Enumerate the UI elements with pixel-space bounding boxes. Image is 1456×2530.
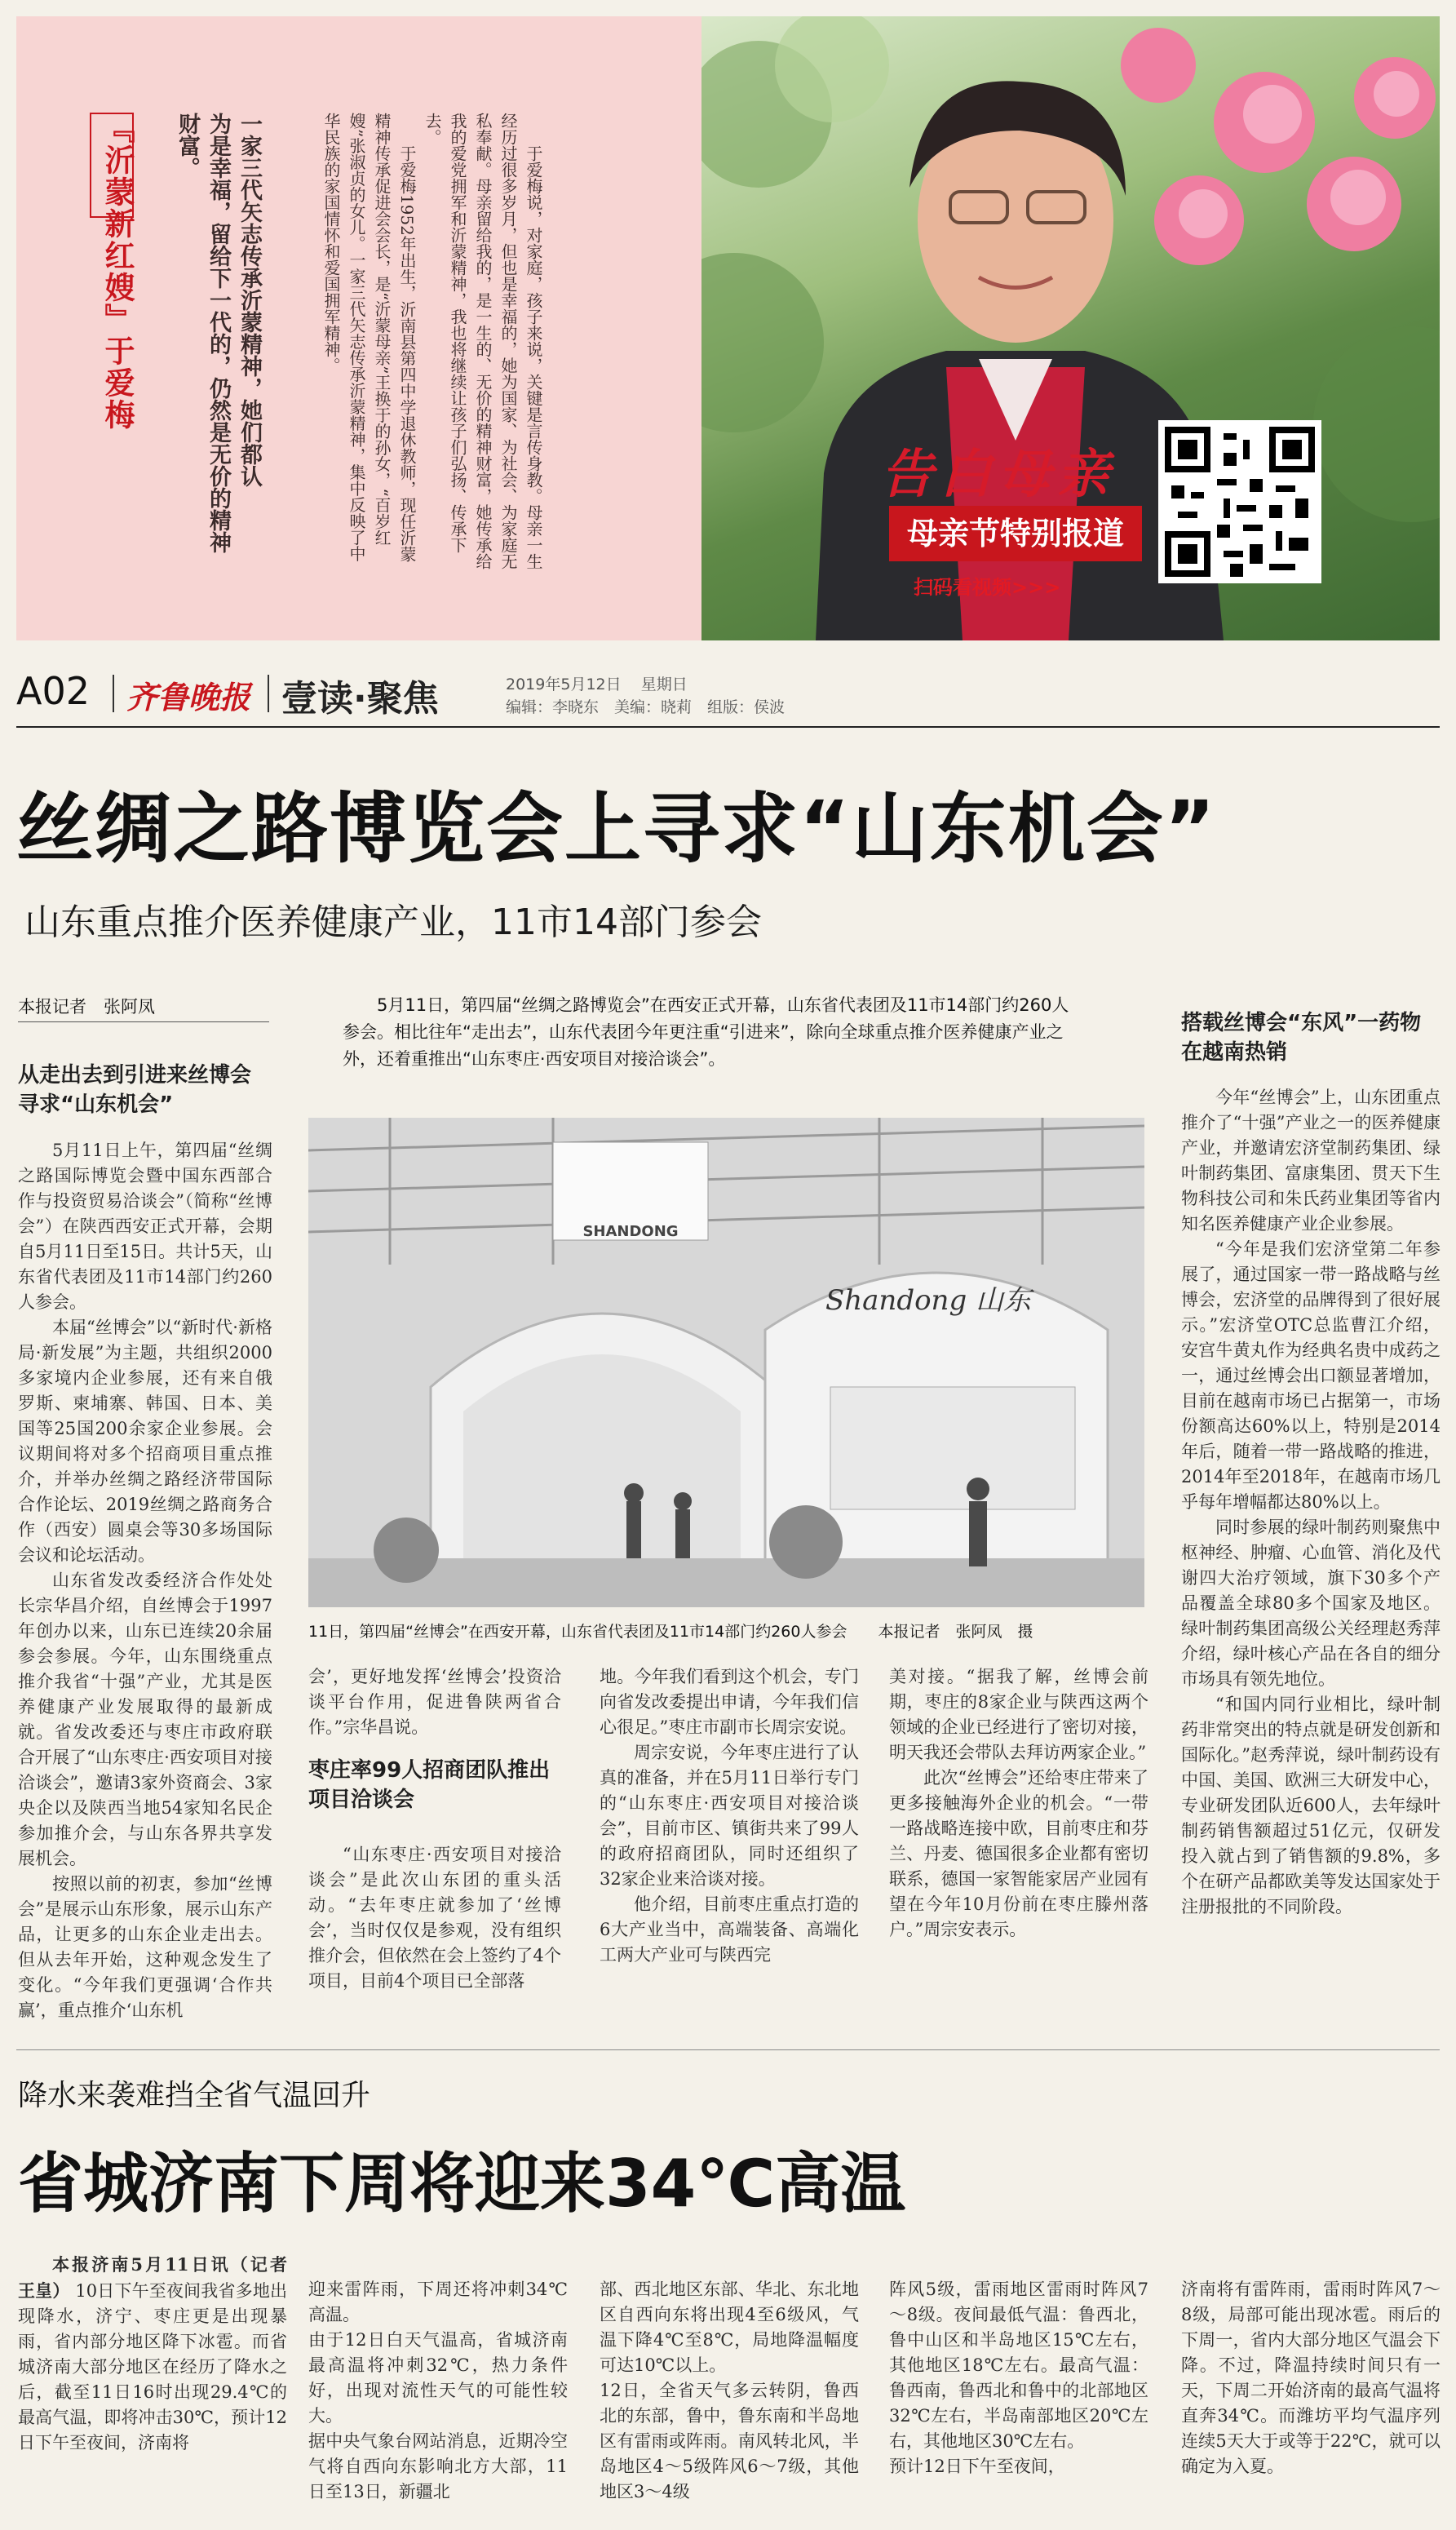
col1-p2: 本届“丝博会”以“新时代·新格局·新发展”为主题，共组织2000多家境内企业参展，还有来自俄罗斯、柬埔寨、韩国、日本、美国等25国200余家企业参展。会议期间将对多个招商项目重点推介，并举办丝绸之路经济带国际合作论坛、2019丝绸之路商务合作（西安）圆桌会等30多场国际会议和论坛活动。 [18, 1318, 272, 1565]
col4-body [889, 1664, 1148, 1943]
section-rule [16, 2049, 1440, 2050]
special-report-label: 母亲节特别报道 [889, 506, 1142, 561]
qr-code[interactable] [1158, 420, 1321, 583]
qr-code-icon [1165, 427, 1315, 577]
issue-date [506, 672, 688, 694]
col2-top-text: 会’，更好地发挥‘丝博会’投资洽谈平台作用，促进鲁陕两省合作。”宗华昌说。 [308, 1667, 561, 1737]
booth-sign-1: SHANDONG [582, 1223, 679, 1240]
calligraphy-title: 告白母亲 [881, 444, 1116, 505]
col1-body [18, 1138, 272, 2023]
col3-body [600, 1664, 859, 1968]
col1-p1: 5月11日上午，第四届“丝绸之路国际博览会暨中国东西部合作与投资贸易洽谈会”（简称“丝博会”）在陕西西安正式开幕，会期自5月11日至15日。共计5天，山东省代表团及11市14部门约260人参会。 [18, 1141, 272, 1312]
side-body [1181, 1085, 1441, 1920]
lead-text: 5月11日，第四届“丝绸之路博览会”在西安正式开幕，山东省代表团及11市14部门约260人参会。相比往年“走出去”，山东代表团今年更注重“引进来”，除向全球重点推介医养健康产业之外，还着重推出“山东枣庄·西安项目对接洽谈会”。 [343, 995, 1069, 1069]
expo-booth-illustration [308, 1118, 1144, 1607]
weather-col2 [308, 2252, 568, 2530]
carnation-flowers [1121, 28, 1436, 265]
col3-p2: 周宗安说，今年枣庄进行了认真的准备，并在5月11日举行专门的“山东枣庄·西安项目对接洽谈会”，目前市区、镇街共来了99人的政府招商团队，同时还组织了32家企业来洽谈对接。 [600, 1743, 859, 1889]
masthead [16, 662, 1440, 720]
main-headline: 丝绸之路博览会上寻求“山东机会” [16, 785, 1217, 874]
col3-p1: 地。今年我们看到这个机会，专门向省发改委提出申请，今年我们信心很足。”枣庄市副市长周宗安说。 [600, 1667, 859, 1737]
scan-video-label[interactable]: 扫码看视频>>> [914, 576, 1061, 599]
weather-col4 [889, 2252, 1148, 2505]
col2-subhead: 枣庄率99人招商团队推出项目洽谈会 [308, 1758, 551, 1812]
weather-col5 [1181, 2252, 1441, 2505]
date-text: 2019年5月12日 [506, 676, 622, 693]
weather-col4-text: 阵风5级，雷雨地区雷雨时阵风7～8级。夜间最低气温：鲁西北，鲁中山区和半岛地区15℃左右，其他地区18℃左右。最高气温：鲁西南，鲁西北和鲁中的北部地区32℃左右，半岛南部地区20℃左右，其他地区30℃左右。 预计12日下午至夜间， [889, 2280, 1148, 2476]
col2-p1: “山东枣庄·西安项目对接洽谈会”是此次山东团的重头活动。“去年枣庄就参加了‘丝博会’，当时仅仅是参观，没有组织推介会，但依然在会上签约了4个项目，目前4个项目已全部落 [308, 1845, 561, 1991]
weather-col1-text [18, 2252, 304, 2456]
column-title-box [90, 113, 134, 218]
banner-intro-p1: 于爱梅1952年出生，沂南县第四中学退休教师，现任沂蒙精神传承促进会会长，是“沂蒙母亲”王换于的孙女，“百岁红嫂”张淑贞的女儿。一家三代矢志传承沂蒙精神，集中反映了中华民族的家国情怀和爱国拥军精神。 [321, 113, 417, 562]
col2-body-top [308, 1664, 561, 1740]
col4-p2: 此次“丝博会”还给枣庄带来了更多接触海外企业的机会。“一带一路战略连接中欧，目前枣庄和芬兰、丹麦、德国很多企业都有密切联系，德国一家智能家居产业园有望在今年10月份前在枣庄滕州落户。”周宗安表示。 [889, 1768, 1148, 1939]
col2-body [308, 1842, 561, 1994]
weather-byline: 本报济南5月11日讯（记者 王皇） [18, 2254, 304, 2301]
column-title-text: 『沂蒙新红嫂』于爱梅 [100, 113, 135, 431]
section-name: 壹读·聚焦 [281, 678, 439, 720]
side-p1: 今年“丝博会”上，山东团重点推介了“十强”产业之一的医养健康产业，并邀请宏济堂制药集团、绿叶制药集团、富康集团、贯天下生物科技公司和朱氏药业集团等省内知名医养健康产业企业参展。 [1181, 1088, 1441, 1234]
col1-p3: 山东省发改委经济合作处处长宗华昌介绍，自丝博会于1997年创办以来，山东已连续20余届参会参展。今年，山东围绕重点推介我省“十强”产业，尤其是医养健康产业发展取得的最新成就。省发改委还与枣庄市政府联合开展了“山东枣庄·西安项目对接洽谈会”，邀请3家外资商会、3家央企以及陕西当地54家知名民企参加推介会，与山东各界共享发展机会。 [18, 1571, 272, 1868]
masthead-divider-2 [268, 675, 269, 712]
portrait-photo [701, 16, 1440, 640]
side-subhead: 搭载丝博会“东风”一药物在越南热销 [1181, 1011, 1422, 1065]
photo-caption: 11日，第四届“丝博会”在西安开幕，山东省代表团及11市14部门约260人参会 本报记者 张阿凤 摄 [308, 1623, 1033, 1641]
side-p3: 同时参展的绿叶制药则聚焦中枢神经、肿瘤、心血管、消化及代谢四大治疗领域，旗下30多个产品覆盖全球80多个国家及地区。绿叶制药集团高级公关经理赵秀萍介绍，绿叶核心产品在各自的细分市场具有领先地位。 [1181, 1518, 1441, 1689]
banner-quote [171, 113, 264, 569]
col1-p4: 按照以前的初衷，参加“丝博会”是展示山东形象，展示山东产品，让更多的山东企业走出去。但从去年开始，这种观念发生了变化。“今年我们更强调‘合作共赢’，重点推介‘山东机 [18, 1874, 272, 2020]
col3-p3: 他介绍，目前枣庄重点打造的6大产业当中，高端装备、高端化工两大产业可与陕西完 [600, 1894, 859, 1965]
paper-logo: 齐鲁晚报 [126, 679, 251, 716]
banner-quote-1: 为是幸福，留给下一代的，仍然是无价的精神财富。 [175, 113, 231, 553]
masthead-rule [16, 726, 1440, 728]
weather-headline: 省城济南下周将迎来34℃高温 [18, 2146, 906, 2222]
editors-credit: 编辑：李晓东 美编：晓莉 组版：侯波 [506, 698, 786, 716]
masthead-divider [113, 675, 114, 712]
col4-p1: 美对接。“据我了解，丝博会前期，枣庄的8家企业与陕西这两个领域的企业已经进行了密切对接，明天我还会带队去拜访两家企业。” [889, 1667, 1148, 1762]
lead-paragraph [343, 992, 1077, 1073]
weather-kicker: 降水来袭难挡全省气温回升 [18, 2079, 371, 2112]
weather-col1-body: 10日下午至夜间我省多地出现降水，济宁、枣庄更是出现暴雨，省内部分地区降下冰雹。而省城济南大部分地区在经历了降水之后，截至11日16时出现29.4℃的最高气温，即将冲击30℃，预计12日下午至夜间，济南将 [18, 2281, 287, 2452]
weekday-text: 星期日 [640, 676, 688, 693]
byline-rule [18, 1021, 269, 1022]
side-p2: “今年是我们宏济堂第二年参展了，通过国家一带一路战略与丝博会，宏济堂的品牌得到了很好展示。”宏济堂OTC总监曹江介绍，安宫牛黄丸作为经典名贵中成药之一，通过丝博会出口额显著增加，目前在越南市场已占据第一，市场份额高达60%以上，特别是2014年后，随着一带一路战略的推进，2014年至2018年，在越南市场几乎每年增幅都达80%以上。 [1181, 1239, 1441, 1512]
mothers-day-banner [16, 16, 1440, 640]
weather-col3 [600, 2252, 859, 2530]
page-number: A02 [16, 669, 91, 713]
main-subheadline: 山东重点推介医养健康产业，11市14部门参会 [24, 902, 762, 943]
col1-subhead: 从走出去到引进来丝博会寻求“山东机会” [18, 1063, 252, 1117]
banner-intro [318, 113, 546, 569]
side-p4: “和国内同行业相比，绿叶制药非常突出的特点就是研发创新和国际化。”赵秀萍说，绿叶制药设有中国、美国、欧洲三大研发中心，专业研发团队近600人，去年绿叶制药销售额超过51亿元，仅研发投入就占到了销售额的9.8%，多个在研产品都欧美等发达国家处于注册报批的不同阶段。 [1181, 1695, 1441, 1916]
weather-col3-text: 部、西北地区东部、华北、东北地区自西向东将出现4至6级风，气温下降4℃至8℃，局地降温幅度可达10℃以上。 12日，全省天气多云转阴，鲁西北的东部，鲁中，鲁东南和半岛地区有雷雨或阵雨。南风转北风，半岛地区4～5级阵风6～7级，其他地区3～4级 [600, 2280, 859, 2501]
weather-col2-text: 迎来雷阵雨，下周还将冲刺34℃高温。 由于12日白天气温高，省城济南最高温将冲刺32℃，热力条件好，出现对流性天气的可能性较大。 据中央气象台网站消息，近期冷空气将自西向东影响北方大部，11日至13日，新疆北 [308, 2280, 568, 2501]
expo-photo [308, 1118, 1144, 1607]
booth-sign-2: Shandong 山东 [825, 1284, 1032, 1317]
banner-intro-p2: 于爱梅说，对家庭，孩子来说，关键是言传身教。母亲一生经历过很多岁月，但也是幸福的，她为国家、为社会、为家庭无私奉献。母亲留给我的，是一生的、无价的精神财富，她传承给我的爱党拥军和沂蒙精神，我也将继续让孩子们弘扬、传承下去。 [423, 113, 543, 569]
byline: 本报记者 张阿凤 [18, 997, 155, 1017]
weather-col5-text: 济南将有雷阵雨，雷雨时阵风7～8级，局部可能出现冰雹。雨后的下周一，省内大部分地区气温会下降。不过，降温持续时间只有一天，下周二开始济南的最高气温将直奔34℃。而潍坊平均气温序列连续5天大于或等于22℃，就可以确定为入夏。 [1181, 2280, 1441, 2476]
weather-col1 [18, 2252, 304, 2456]
banner-quote-2: 一家三代矢志传承沂蒙精神，她们都认 [237, 113, 262, 487]
